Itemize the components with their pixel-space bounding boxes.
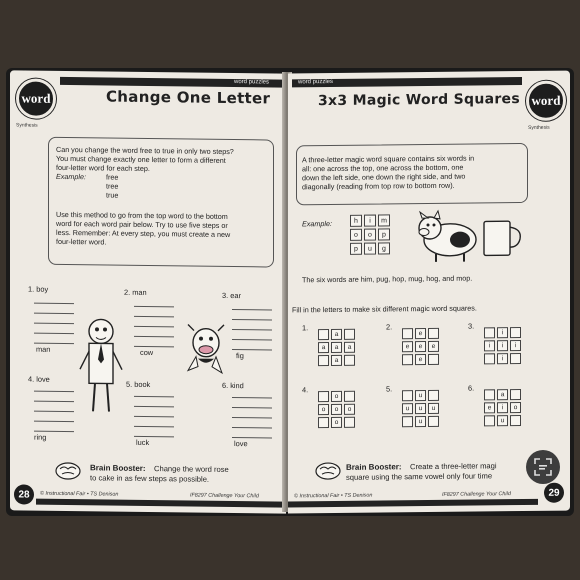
answer-line[interactable] — [232, 309, 272, 310]
answer-line[interactable] — [232, 319, 272, 320]
footer-book-code: IF8297 Challenge Your Child — [190, 492, 259, 500]
pair-top-word: 2. man — [124, 287, 147, 297]
grid-cell: i — [497, 353, 508, 364]
grid-cell: a — [331, 355, 342, 366]
pair-top-word: 5. book — [126, 379, 151, 390]
answer-line[interactable] — [34, 411, 74, 412]
badge-subtitle: Synthesis — [528, 124, 550, 131]
page-number: 28 — [14, 484, 34, 504]
magic-square-puzzle — [318, 329, 355, 366]
grid-cell: e — [415, 328, 426, 339]
grid-cell[interactable] — [428, 328, 439, 339]
answer-line[interactable] — [232, 329, 272, 330]
grid-cell[interactable] — [318, 391, 329, 402]
answer-line[interactable] — [34, 401, 74, 402]
answer-line[interactable] — [134, 326, 174, 327]
grid-cell: e — [484, 402, 495, 413]
grid-cell: u — [497, 415, 508, 426]
brain-booster-text: Create a three-letter magi — [410, 461, 497, 472]
word-badge-icon: word — [16, 78, 56, 118]
man-illustration-icon — [76, 311, 126, 422]
grid-cell: u — [402, 403, 413, 414]
grid-cell: p — [350, 243, 362, 255]
grid-cell[interactable] — [510, 353, 521, 364]
pair-bottom-word: ring — [34, 432, 47, 442]
scan-lens-button[interactable] — [526, 450, 560, 484]
example-word: free — [106, 172, 119, 182]
grid-cell: o — [331, 391, 342, 402]
grid-cell: i — [497, 327, 508, 338]
answer-line[interactable] — [134, 396, 174, 397]
grid-cell: i — [364, 215, 376, 227]
grid-cell: a — [344, 342, 355, 353]
magic-square-puzzle — [484, 327, 521, 364]
grid-cell: u — [415, 390, 426, 401]
answer-line[interactable] — [34, 323, 74, 324]
answer-line[interactable] — [34, 303, 74, 304]
grid-cell: o — [331, 417, 342, 428]
answer-line[interactable] — [34, 333, 74, 334]
grid-cell: e — [428, 341, 439, 352]
answer-line[interactable] — [134, 306, 174, 307]
grid-cell[interactable] — [402, 390, 413, 401]
puzzle-number: 3. — [468, 321, 475, 331]
grid-cell: u — [415, 403, 426, 414]
grid-cell: o — [510, 402, 521, 413]
pair-top-word: 1. boy — [28, 284, 49, 294]
brain-booster-text: to cake in as few steps as possible. — [90, 473, 210, 484]
grid-cell[interactable] — [510, 389, 521, 400]
grid-cell[interactable] — [428, 416, 439, 427]
example-label: Example: — [302, 219, 332, 229]
grid-cell: a — [318, 342, 329, 353]
grid-cell: p — [378, 228, 390, 240]
answer-line[interactable] — [34, 391, 74, 392]
instruction-line-3: four-letter word for each step. — [56, 162, 150, 174]
badge-subtitle: Synthesis — [16, 122, 38, 129]
grid-cell: i — [484, 340, 495, 351]
grid-cell[interactable] — [344, 355, 355, 366]
grid-cell[interactable] — [428, 354, 439, 365]
strip-label: word puzzles — [298, 79, 334, 86]
instruction-line-2: You must change exactly one letter to form a different — [56, 153, 226, 165]
example-grid — [350, 214, 390, 254]
pair-bottom-word: fig — [236, 351, 244, 361]
puzzle-number: 5. — [386, 384, 393, 394]
answer-line[interactable] — [134, 406, 174, 407]
grid-cell: o — [331, 404, 342, 415]
page-number: 29 — [544, 483, 564, 503]
intro-line-2: all: one across the top, one across the bottom, one — [302, 162, 464, 174]
pair-top-word: 4. love — [28, 374, 50, 384]
brain-booster-text: square using the same vowel only four time — [346, 471, 493, 482]
grid-cell: e — [415, 354, 426, 365]
six-words-text: The six words are him, pug, hop, mug, hog, and mop. — [302, 273, 473, 285]
magic-square-puzzle — [402, 390, 439, 427]
brain-booster-label: Brain Booster: — [346, 462, 402, 472]
answer-line[interactable] — [34, 313, 74, 314]
grid-cell[interactable] — [402, 416, 413, 427]
example-word: tree — [106, 181, 119, 191]
grid-cell[interactable] — [344, 391, 355, 402]
footer-strip — [288, 499, 538, 508]
grid-cell: g — [378, 242, 390, 254]
answer-line[interactable] — [134, 336, 174, 337]
grid-cell: a — [497, 389, 508, 400]
grid-cell: u — [415, 416, 426, 427]
grid-cell[interactable] — [428, 390, 439, 401]
magic-square-puzzle — [318, 391, 355, 428]
magic-square-puzzle — [484, 389, 521, 426]
magic-square-puzzle — [402, 328, 439, 365]
intro-line-4: diagonally (reading from top row to bottom row). — [302, 180, 455, 192]
grid-cell: a — [331, 342, 342, 353]
grid-cell: i — [510, 340, 521, 351]
answer-line[interactable] — [134, 416, 174, 417]
pair-bottom-word: love — [234, 439, 248, 449]
strip-label: word puzzles — [234, 79, 270, 86]
pair-bottom-word: man — [36, 344, 51, 354]
pair-bottom-word: luck — [136, 437, 150, 448]
grid-cell: o — [364, 229, 376, 241]
intro-line-1: A three-letter magic word square contains six words in — [302, 153, 475, 165]
puzzle-number: 2. — [386, 322, 393, 332]
grid-cell[interactable] — [318, 417, 329, 428]
grid-cell: u — [364, 243, 376, 255]
method-line-2: word for each word pair below. Try to use five steps or — [56, 218, 228, 230]
word-badge-icon: word — [526, 81, 566, 121]
grid-cell[interactable] — [318, 355, 329, 366]
brain-booster-label: Brain Booster: — [90, 463, 146, 473]
method-line-1: Use this method to go from the top word to the bottom — [56, 209, 228, 221]
pig-and-mug-illustration-icon — [412, 205, 524, 264]
answer-line[interactable] — [134, 426, 174, 427]
right-page — [288, 71, 570, 514]
puzzle-number: 4. — [302, 385, 309, 395]
grid-cell[interactable] — [484, 353, 495, 364]
brain-icon — [314, 461, 342, 481]
grid-cell[interactable] — [484, 389, 495, 400]
grid-cell[interactable] — [510, 327, 521, 338]
grid-cell: m — [378, 214, 390, 226]
brain-booster-text: Change the word rose — [154, 464, 229, 474]
scan-icon — [534, 458, 552, 476]
puzzle-number: 6. — [468, 383, 475, 393]
answer-line[interactable] — [232, 397, 272, 398]
cow-illustration-icon — [182, 322, 230, 383]
grid-cell: h — [350, 215, 362, 227]
intro-line-3: down the left side, one down the right side, and two — [302, 171, 466, 183]
fill-instruction: Fill in the letters to make six different magic word squares. — [292, 303, 477, 315]
grid-cell: o — [350, 229, 362, 241]
grid-cell[interactable] — [402, 328, 413, 339]
answer-line[interactable] — [232, 427, 272, 428]
grid-cell: i — [497, 340, 508, 351]
brain-icon — [54, 461, 82, 481]
grid-cell[interactable] — [484, 327, 495, 338]
grid-cell: o — [318, 404, 329, 415]
footer-strip — [36, 499, 286, 508]
grid-cell: u — [428, 403, 439, 414]
answer-line[interactable] — [232, 339, 272, 340]
grid-cell[interactable] — [484, 415, 495, 426]
answer-line[interactable] — [232, 417, 272, 418]
grid-cell[interactable] — [510, 415, 521, 426]
grid-cell: a — [331, 329, 342, 340]
grid-cell[interactable] — [344, 329, 355, 340]
example-word: true — [106, 190, 119, 200]
grid-cell: e — [402, 341, 413, 352]
method-line-3: less. Remember: At every step, you must create a new — [56, 227, 231, 240]
grid-cell: e — [415, 341, 426, 352]
answer-line[interactable] — [34, 421, 74, 422]
footer-book-code: IF8297 Challenge Your Child — [442, 491, 511, 498]
pair-top-word: 6. kind — [222, 380, 244, 391]
page-title: 3x3 Magic Word Squares — [318, 91, 520, 110]
grid-cell[interactable] — [344, 417, 355, 428]
footer-copyright: © Instructional Fair • TS Denison — [40, 490, 119, 498]
grid-cell[interactable] — [318, 329, 329, 340]
puzzle-number: 1. — [302, 323, 309, 333]
instruction-line-1: Can you change the word free to true in only two steps? — [56, 144, 234, 157]
footer-copyright: © Instructional Fair • TS Denison — [294, 492, 373, 500]
pair-bottom-word: cow — [140, 347, 154, 358]
pair-top-word: 3. ear — [222, 290, 241, 301]
grid-cell: i — [497, 402, 508, 413]
example-label: Example: — [56, 171, 86, 182]
method-line-4: four-letter word. — [56, 236, 107, 247]
answer-line[interactable] — [232, 407, 272, 408]
grid-cell: o — [344, 404, 355, 415]
left-page — [10, 70, 286, 513]
page-title: Change One Letter — [106, 87, 271, 108]
answer-line[interactable] — [134, 316, 174, 317]
grid-cell[interactable] — [402, 354, 413, 365]
